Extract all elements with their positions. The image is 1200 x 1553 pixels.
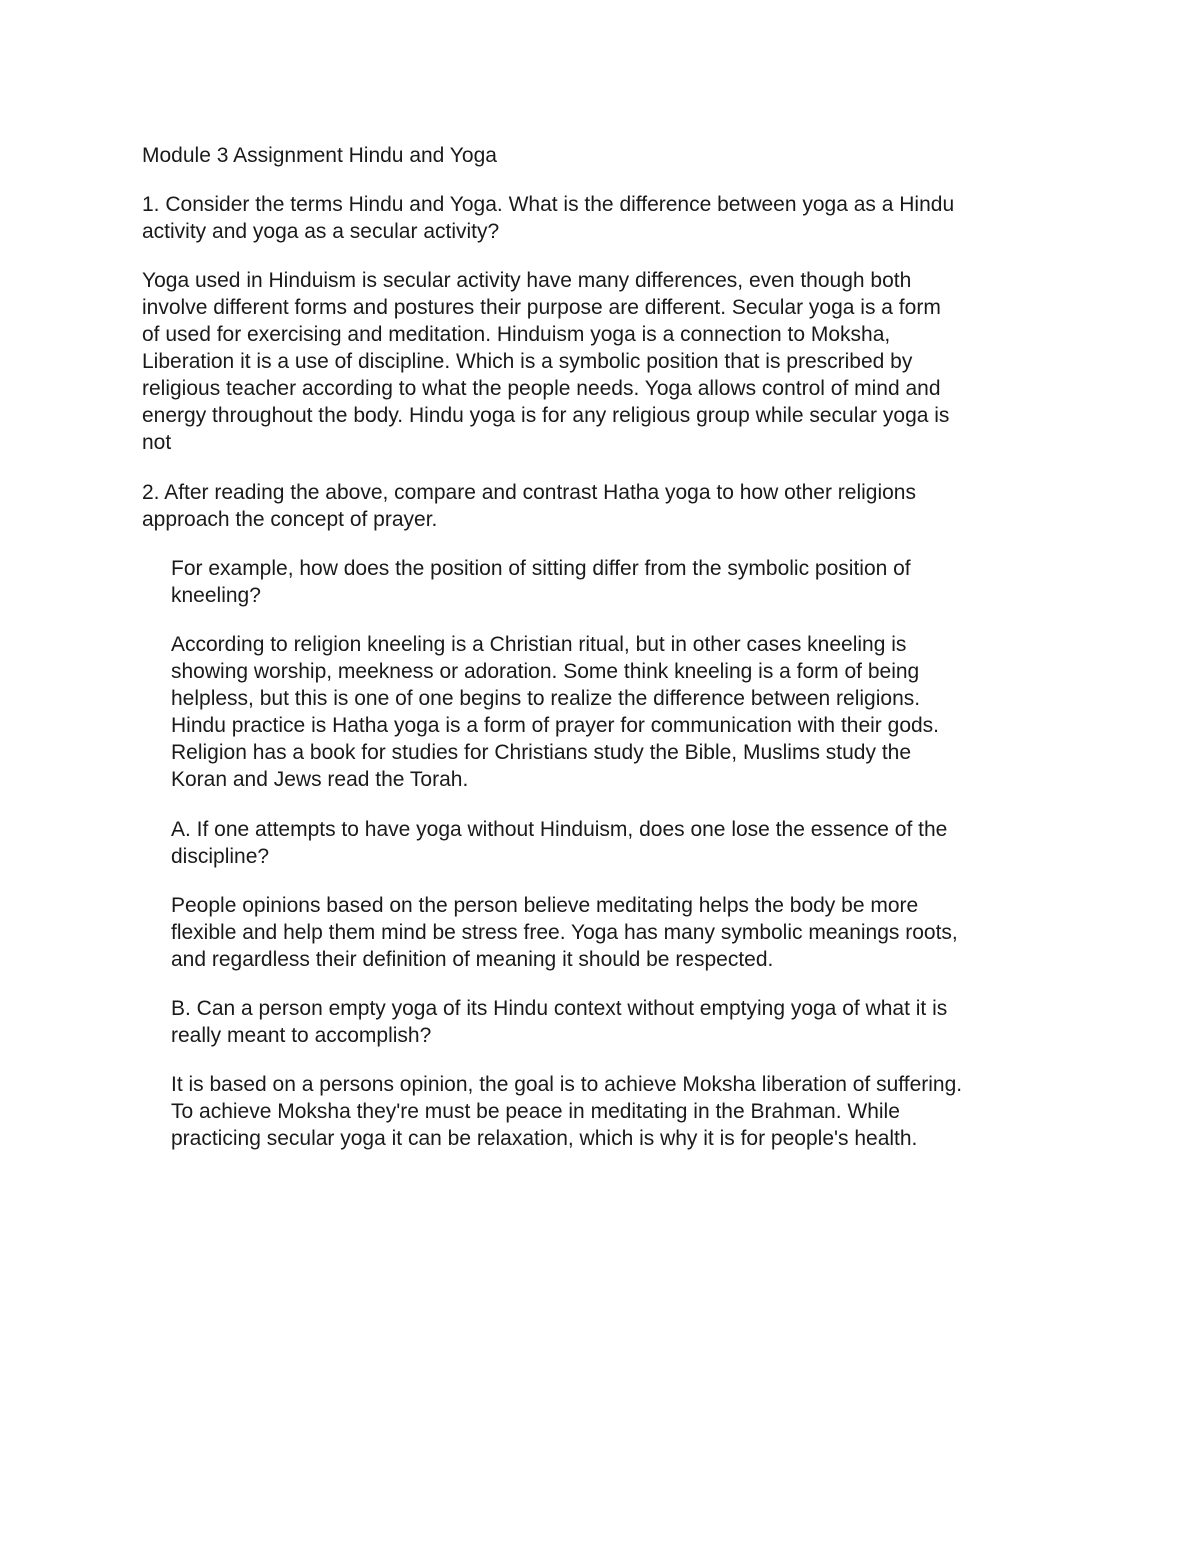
question-2-example-line: For example, how does the position of sitting differ from the symbolic position of <box>171 557 911 580</box>
answer-b-line: It is based on a persons opinion, the goal is to achieve Moksha liberation of suffering. <box>171 1073 963 1096</box>
question-a-line: A. If one attempts to have yoga without Hinduism, does one lose the essence of the <box>171 818 948 841</box>
answer-2-line: showing worship, meekness or adoration. Some think kneeling is a form of being <box>171 660 920 683</box>
answer-1-line: of used for exercising and meditation. Hinduism yoga is a connection to Moksha, <box>142 323 891 346</box>
answer-1-line: religious teacher according to what the people needs. Yoga allows control of mind and <box>142 377 941 400</box>
answer-2-line: Hindu practice is Hatha yoga is a form of prayer for communication with their gods. <box>171 714 940 737</box>
answer-1 <box>142 267 949 456</box>
question-b-line: really meant to accomplish? <box>171 1024 432 1047</box>
question-a-line: discipline? <box>171 845 270 868</box>
question-1 <box>142 191 954 245</box>
answer-a-line: and regardless their definition of meaning it should be respected. <box>171 948 774 971</box>
question-2-line: 2. After reading the above, compare and contrast Hatha yoga to how other religions <box>142 481 916 504</box>
question-2-line: approach the concept of prayer. <box>142 508 438 531</box>
answer-2-line: Koran and Jews read the Torah. <box>171 768 469 791</box>
answer-a-line: People opinions based on the person believe meditating helps the body be more <box>171 894 919 917</box>
question-b <box>171 995 947 1049</box>
answer-1-line: Liberation it is a use of discipline. Which is a symbolic position that is prescribed by <box>142 350 913 373</box>
answer-b <box>171 1071 962 1152</box>
document-title <box>142 142 497 169</box>
answer-a <box>171 892 958 973</box>
answer-2 <box>171 631 939 793</box>
question-2-example-line: kneeling? <box>171 584 261 607</box>
answer-b-line: practicing secular yoga it can be relaxation, which is why it is for people's health. <box>171 1127 918 1150</box>
answer-1-line: not <box>142 431 172 454</box>
question-a <box>171 816 947 870</box>
answer-a-line: flexible and help them mind be stress free. Yoga has many symbolic meanings roots, <box>171 921 958 944</box>
question-b-line: B. Can a person empty yoga of its Hindu context without emptying yoga of what it is <box>171 997 948 1020</box>
answer-1-line: involve different forms and postures their purpose are different. Secular yoga is a form <box>142 296 941 319</box>
answer-2-line: According to religion kneeling is a Christian ritual, but in other cases kneeling is <box>171 633 907 656</box>
question-1-line: activity and yoga as a secular activity? <box>142 220 500 243</box>
answer-1-line: energy throughout the body. Hindu yoga is for any religious group while secular yoga is <box>142 404 950 427</box>
answer-b-line: To achieve Moksha they're must be peace in meditating in the Brahman. While <box>171 1100 900 1123</box>
question-2 <box>142 479 916 533</box>
answer-2-line: helpless, but this is one of one begins to realize the difference between religions. <box>171 687 921 710</box>
answer-1-line: Yoga used in Hinduism is secular activity have many differences, even though both <box>142 269 912 292</box>
title-line: Module 3 Assignment Hindu and Yoga <box>142 144 497 167</box>
question-1-line: 1. Consider the terms Hindu and Yoga. What is the difference between yoga as a Hindu <box>142 193 955 216</box>
question-2-example <box>171 555 911 609</box>
answer-2-line: Religion has a book for studies for Christians study the Bible, Muslims study the <box>171 741 912 764</box>
